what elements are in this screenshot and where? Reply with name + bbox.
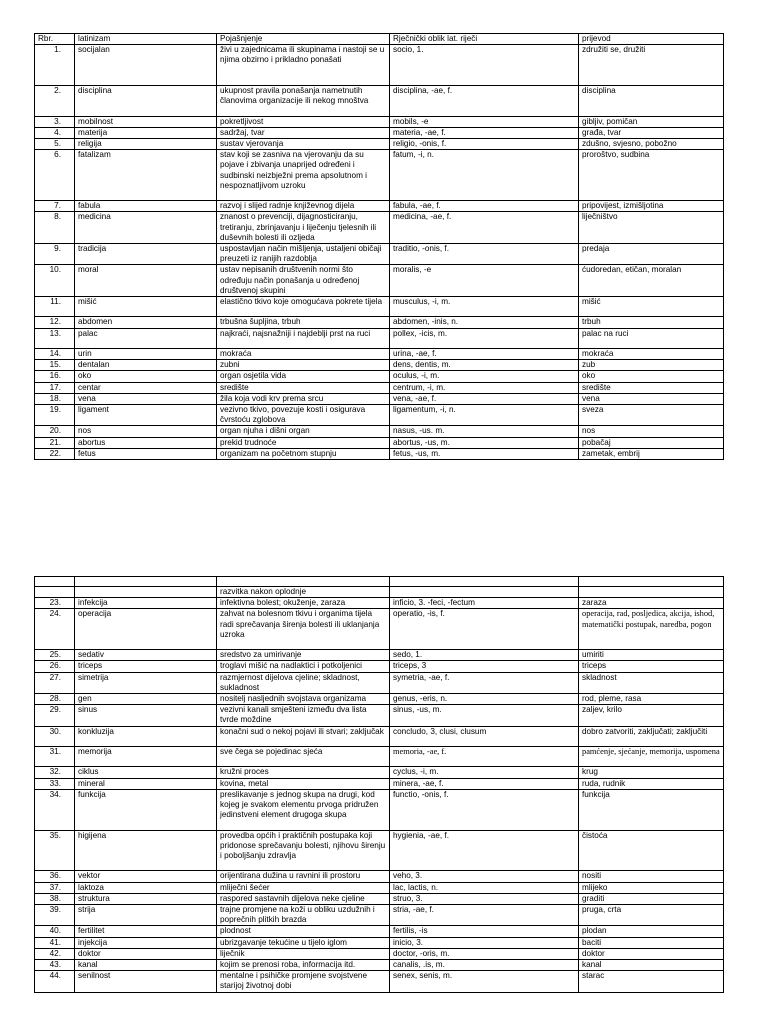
table-row — [35, 609, 724, 650]
row-number: 22. — [35, 448, 75, 459]
header-latinizam: latinizam — [75, 34, 217, 45]
dictionary-form-cell: medicina, -ae, f. — [390, 212, 579, 244]
table-row — [35, 371, 724, 382]
explanation-cell: sve čega se pojedinac sjeća — [217, 747, 390, 767]
dictionary-form-cell: fatum, -i, n. — [390, 150, 579, 201]
explanation-cell: prekid trudnoće — [217, 437, 390, 448]
latinism-cell: infekcija — [75, 598, 217, 609]
latinism-cell: socijalan — [75, 45, 217, 86]
table-row — [35, 297, 724, 317]
explanation-cell: orijentirana dužina u ravnini ili prostoru — [217, 871, 390, 882]
latinism-cell: memorija — [75, 747, 217, 767]
latinism-cell: operacija — [75, 609, 217, 650]
translation-cell: disciplina — [579, 86, 724, 117]
row-number: 20. — [35, 426, 75, 437]
row-number: 23. — [35, 598, 75, 609]
dictionary-form-cell: triceps, 3 — [390, 661, 579, 672]
latinism-cell: strija — [75, 905, 217, 926]
header-pojasnjenje: Pojašnjenje — [217, 34, 390, 45]
dictionary-form-cell: operatio, -is, f. — [390, 609, 579, 650]
row-number: 6. — [35, 150, 75, 201]
dictionary-form-cell: abdomen, -inis, n. — [390, 317, 579, 328]
dictionary-form-cell: cyclus, -i, m. — [390, 767, 579, 778]
table-row — [35, 971, 724, 992]
explanation-cell: razmjernost dijelova cjeline; skladnost, sukladnost — [217, 672, 390, 693]
table-row — [35, 212, 724, 244]
table-row — [35, 650, 724, 661]
latinism-cell: disciplina — [75, 86, 217, 117]
table-row — [35, 948, 724, 959]
translation-cell: liječništvo — [579, 212, 724, 244]
table-row — [35, 830, 724, 871]
latinism-cell: religija — [75, 139, 217, 150]
table-row — [35, 778, 724, 789]
translation-cell: plodan — [579, 926, 724, 937]
table-blank-header-row — [35, 577, 724, 587]
row-number: 37. — [35, 882, 75, 893]
row-number: 11. — [35, 297, 75, 317]
latinism-cell: tradicija — [75, 244, 217, 265]
row-number: 39. — [35, 905, 75, 926]
dictionary-form-cell: urina, -ae, f. — [390, 349, 579, 360]
dictionary-form-cell: religio, -onis, f. — [390, 139, 579, 150]
translation-cell: zametak, embrij — [579, 448, 724, 459]
latinism-cell: laktoza — [75, 882, 217, 893]
explanation-cell: stav koji se zasniva na vjerovanju da su pojave i zbivanja unaprijed određeni i sudbinski neizbježni prema apsolutnom i nespoznatljivom uzroku — [217, 150, 390, 201]
translation-cell: starac — [579, 971, 724, 992]
explanation-cell: elastično tkivo koje omogućava pokrete tijela — [217, 297, 390, 317]
dictionary-form-cell: centrum, -i, m. — [390, 382, 579, 393]
explanation-cell: kovina, metal — [217, 778, 390, 789]
latinism-cell: mobilnost — [75, 116, 217, 127]
translation-cell: zub — [579, 360, 724, 371]
explanation-cell: kružni proces — [217, 767, 390, 778]
row-number: 36. — [35, 871, 75, 882]
row-number: 35. — [35, 830, 75, 871]
explanation-cell: trbušna šupljina, trbuh — [217, 317, 390, 328]
table-row — [35, 789, 724, 830]
latinism-cell: injekcija — [75, 937, 217, 948]
header-prijevod: prijevod — [579, 34, 724, 45]
dictionary-form-cell: doctor, -oris, m. — [390, 948, 579, 959]
latinism-cell: nos — [75, 426, 217, 437]
latinism-cell: ligament — [75, 405, 217, 426]
explanation-cell: raspored sastavnih dijelova neke cjeline — [217, 893, 390, 904]
explanation-cell: nositelj nasljednih svojstava organizama — [217, 694, 390, 705]
row-number: 28. — [35, 694, 75, 705]
table-row — [35, 767, 724, 778]
explanation-cell: ubrizgavanje tekućine u tijelo iglom — [217, 937, 390, 948]
table-row — [35, 598, 724, 609]
explanation-cell: središte — [217, 382, 390, 393]
dictionary-form-cell: mobils, -e — [390, 116, 579, 127]
translation-cell: oko — [579, 371, 724, 382]
table-row — [35, 317, 724, 328]
translation-cell: nositi — [579, 871, 724, 882]
row-number: 31. — [35, 747, 75, 767]
vocabulary-table-2 — [34, 576, 724, 993]
dictionary-form-cell: veho, 3. — [390, 871, 579, 882]
dictionary-form-cell: socio, 1. — [390, 45, 579, 86]
table-row — [35, 139, 724, 150]
row-number: 21. — [35, 437, 75, 448]
translation-cell: ruda, rudnik — [579, 778, 724, 789]
table-row — [35, 265, 724, 297]
row-number: 29. — [35, 705, 75, 726]
explanation-cell: mliječni šećer — [217, 882, 390, 893]
dictionary-form-cell: inicio, 3. — [390, 937, 579, 948]
explanation-cell: razvoj i slijed radnje književnog dijela — [217, 201, 390, 212]
row-number: 33. — [35, 778, 75, 789]
translation-cell: zdušno, svjesno, pobožno — [579, 139, 724, 150]
explanation-cell: zubni — [217, 360, 390, 371]
dictionary-form-cell: sinus, -us, m. — [390, 705, 579, 726]
header-rbr: Rbr. — [35, 34, 75, 45]
explanation-cell: kojim se prenosi roba, informacija itd. — [217, 960, 390, 971]
dictionary-form-cell: concludo, 3, clusi, clusum — [390, 726, 579, 746]
row-number: 24. — [35, 609, 75, 650]
explanation-cell: plodnost — [217, 926, 390, 937]
explanation-cell: konačni sud o nekoj pojavi ili stvari; zaključak — [217, 726, 390, 746]
latinism-cell: abdomen — [75, 317, 217, 328]
translation-cell: združiti se, družiti — [579, 45, 724, 86]
table-row — [35, 349, 724, 360]
dictionary-form-cell: sedo, 1. — [390, 650, 579, 661]
latinism-cell: dentalan — [75, 360, 217, 371]
translation-cell: kanal — [579, 960, 724, 971]
row-number: 13. — [35, 328, 75, 348]
translation-cell: zaraza — [579, 598, 724, 609]
row-number: 14. — [35, 349, 75, 360]
table-row — [35, 448, 724, 459]
translation-cell: umiriti — [579, 650, 724, 661]
translation-cell: graditi — [579, 893, 724, 904]
translation-cell: doktor — [579, 948, 724, 959]
latinism-cell: urin — [75, 349, 217, 360]
explanation-cell: uspostavljan način mišljenja, ustaljeni običaji preuzeti iz ranijih razdoblja — [217, 244, 390, 265]
table-row — [35, 882, 724, 893]
row-number: 17. — [35, 382, 75, 393]
dictionary-form-cell: inficio, 3. -feci, -fectum — [390, 598, 579, 609]
translation-cell: zaljev, krilo — [579, 705, 724, 726]
dictionary-form-cell: musculus, -i, m. — [390, 297, 579, 317]
dictionary-form-cell: oculus, -i, m. — [390, 371, 579, 382]
explanation-cell: mokraća — [217, 349, 390, 360]
latinism-cell — [75, 587, 217, 598]
explanation-cell: žila koja vodi krv prema srcu — [217, 393, 390, 404]
translation-cell — [579, 587, 724, 598]
explanation-cell: organ osjetila vida — [217, 371, 390, 382]
explanation-cell: troglavi mišić na nadlaktici i potkoljenici — [217, 661, 390, 672]
table-row — [35, 905, 724, 926]
explanation-cell: preslikavanje s jednog skupa na drugi, kod kojeg je svakom elementu prvoga pridružen jedinstveni element drugoga skupa — [217, 789, 390, 830]
dictionary-form-cell: lac, lactis, n. — [390, 882, 579, 893]
dictionary-form-cell: stria, -ae, f. — [390, 905, 579, 926]
explanation-cell: provedba općih i praktičnih postupaka koji pridonose sprečavanju bolesti, njihovu širenju i poboljšanju zdravlja — [217, 830, 390, 871]
table-row — [35, 244, 724, 265]
latinism-cell: fertilitet — [75, 926, 217, 937]
explanation-cell: zahvat na bolesnom tkivu i organima tijela radi sprečavanja širenja bolesti ili uklanjanja uzroka — [217, 609, 390, 650]
row-number: 42. — [35, 948, 75, 959]
dictionary-form-cell: ligamentum, -i, n. — [390, 405, 579, 426]
table-row — [35, 201, 724, 212]
table-row — [35, 937, 724, 948]
latinism-cell: fatalizam — [75, 150, 217, 201]
row-number: 7. — [35, 201, 75, 212]
explanation-cell: infektivna bolest; okuženje, zaraza — [217, 598, 390, 609]
row-number: 44. — [35, 971, 75, 992]
table-row — [35, 328, 724, 348]
latinism-cell: triceps — [75, 661, 217, 672]
explanation-cell: trajne promjene na koži u obliku uzdužnih i poprečnih plitkih brazda — [217, 905, 390, 926]
translation-cell: rod, pleme, rasa — [579, 694, 724, 705]
table-row — [35, 893, 724, 904]
table-row — [35, 116, 724, 127]
row-number: 27. — [35, 672, 75, 693]
explanation-cell: razvitka nakon oplodnje — [217, 587, 390, 598]
latinism-cell: palac — [75, 328, 217, 348]
table-cell — [390, 577, 579, 587]
latinism-cell: gen — [75, 694, 217, 705]
explanation-cell: sredstvo za umirivanje — [217, 650, 390, 661]
row-number: 4. — [35, 127, 75, 138]
dictionary-form-cell: minera, -ae, f. — [390, 778, 579, 789]
row-number: 16. — [35, 371, 75, 382]
latinism-cell: vektor — [75, 871, 217, 882]
dictionary-form-cell: abortus, -us, m. — [390, 437, 579, 448]
translation-cell: krug — [579, 767, 724, 778]
table-row — [35, 926, 724, 937]
dictionary-form-cell: fertilis, -is — [390, 926, 579, 937]
dictionary-form-cell: vena, -ae, f. — [390, 393, 579, 404]
row-number: 8. — [35, 212, 75, 244]
table-row — [35, 393, 724, 404]
translation-cell: funkcija — [579, 789, 724, 830]
latinism-cell: doktor — [75, 948, 217, 959]
explanation-cell: sustav vjerovanja — [217, 139, 390, 150]
translation-cell: dobro zatvoriti, zaključati; zaključiti — [579, 726, 724, 746]
explanation-cell: mentalne i psihičke promjene svojstvene starijoj životnoj dobi — [217, 971, 390, 992]
table-row — [35, 382, 724, 393]
translation-cell: mlijeko — [579, 882, 724, 893]
table-row — [35, 726, 724, 746]
table-row — [35, 694, 724, 705]
table-row — [35, 360, 724, 371]
latinism-cell: mineral — [75, 778, 217, 789]
dictionary-form-cell: genus, -eris, n. — [390, 694, 579, 705]
table-row — [35, 672, 724, 693]
translation-cell: nos — [579, 426, 724, 437]
row-number: 18. — [35, 393, 75, 404]
translation-cell: baciti — [579, 937, 724, 948]
explanation-cell: vezivno tkivo, povezuje kosti i osigurava čvrstoću zglobova — [217, 405, 390, 426]
dictionary-form-cell: memoria, -ae, f. — [390, 747, 579, 767]
dictionary-form-cell: pollex, -icis, m. — [390, 328, 579, 348]
dictionary-form-cell: disciplina, -ae, f. — [390, 86, 579, 117]
row-number: 2. — [35, 86, 75, 117]
dictionary-form-cell: hygienia, -ae, f. — [390, 830, 579, 871]
translation-cell: palac na ruci — [579, 328, 724, 348]
translation-cell: građa, tvar — [579, 127, 724, 138]
latinism-cell: moral — [75, 265, 217, 297]
row-number: 30. — [35, 726, 75, 746]
table-row — [35, 705, 724, 726]
table-header-row — [35, 34, 724, 45]
translation-cell: vena — [579, 393, 724, 404]
latinism-cell: medicina — [75, 212, 217, 244]
row-number: 15. — [35, 360, 75, 371]
row-number: 34. — [35, 789, 75, 830]
dictionary-form-cell: dens, dentis, m. — [390, 360, 579, 371]
row-number — [35, 587, 75, 598]
translation-cell: pamćenje, sjećanje, memorija, uspomena — [579, 747, 724, 767]
latinism-cell: fetus — [75, 448, 217, 459]
latinism-cell: funkcija — [75, 789, 217, 830]
dictionary-form-cell: traditio, -onis, f. — [390, 244, 579, 265]
dictionary-form-cell: fetus, -us, m. — [390, 448, 579, 459]
table-cell — [579, 577, 724, 587]
dictionary-form-cell: senex, senis, m. — [390, 971, 579, 992]
translation-cell: trbuh — [579, 317, 724, 328]
explanation-cell: pokretljivost — [217, 116, 390, 127]
dictionary-form-cell: fabula, -ae, f. — [390, 201, 579, 212]
translation-cell: operacija, rad, posljedica, akcija, ishod, matematički postupak, naredba, pogon — [579, 609, 724, 650]
row-number: 3. — [35, 116, 75, 127]
latinism-cell: simetrija — [75, 672, 217, 693]
table-row — [35, 960, 724, 971]
translation-cell: mišić — [579, 297, 724, 317]
table-row — [35, 871, 724, 882]
dictionary-form-cell: canalis, .is, m. — [390, 960, 579, 971]
table-row — [35, 45, 724, 86]
row-number: 1. — [35, 45, 75, 86]
table-row — [35, 426, 724, 437]
translation-cell: čistoća — [579, 830, 724, 871]
explanation-cell: organizam na početnom stupnju — [217, 448, 390, 459]
explanation-cell: živi u zajednicama ili skupinama i nastoji se u njima obzirno i prikladno ponašati — [217, 45, 390, 86]
latinism-cell: kanal — [75, 960, 217, 971]
translation-cell: ćudoredan, etičan, moralan — [579, 265, 724, 297]
row-number: 26. — [35, 661, 75, 672]
latinism-cell: vena — [75, 393, 217, 404]
translation-cell: predaja — [579, 244, 724, 265]
translation-cell: mokraća — [579, 349, 724, 360]
translation-cell: proroštvo, sudbina — [579, 150, 724, 201]
dictionary-form-cell: moralis, -e — [390, 265, 579, 297]
dictionary-form-cell: struo, 3. — [390, 893, 579, 904]
header-oblik: Rječnički oblik lat. riječi — [390, 34, 579, 45]
latinism-cell: mišić — [75, 297, 217, 317]
latinism-cell: centar — [75, 382, 217, 393]
table-row — [35, 127, 724, 138]
latinism-cell: higijena — [75, 830, 217, 871]
latinism-cell: ciklus — [75, 767, 217, 778]
translation-cell: skladnost — [579, 672, 724, 693]
table-row — [35, 661, 724, 672]
translation-cell: gibljiv, pomičan — [579, 116, 724, 127]
latinism-cell: fabula — [75, 201, 217, 212]
translation-cell: pobačaj — [579, 437, 724, 448]
table-cell — [75, 577, 217, 587]
row-number: 38. — [35, 893, 75, 904]
latinism-cell: sinus — [75, 705, 217, 726]
row-number: 41. — [35, 937, 75, 948]
table-cell — [217, 577, 390, 587]
row-number: 9. — [35, 244, 75, 265]
dictionary-form-cell: nasus, -us. m. — [390, 426, 579, 437]
row-number: 19. — [35, 405, 75, 426]
explanation-cell: znanost o prevenciji, dijagnosticiranju, tretiranju, zbrinjavanju i liječenju tjelesnih ili duševnih bolesti ili ozljeda — [217, 212, 390, 244]
table-row — [35, 437, 724, 448]
table-row — [35, 150, 724, 201]
latinism-cell: oko — [75, 371, 217, 382]
table-row — [35, 747, 724, 767]
explanation-cell: ustav nepisanih društvenih normi što određuju način ponašanja u određenoj društvenoj skupini — [217, 265, 390, 297]
table-row — [35, 587, 724, 598]
translation-cell: pruga, crta — [579, 905, 724, 926]
vocabulary-table-1 — [34, 33, 724, 460]
explanation-cell: organ njuha i dišni organ — [217, 426, 390, 437]
latinism-cell: senilnost — [75, 971, 217, 992]
explanation-cell: liječnik — [217, 948, 390, 959]
row-number: 5. — [35, 139, 75, 150]
dictionary-form-cell: materia, -ae, f. — [390, 127, 579, 138]
latinism-cell: struktura — [75, 893, 217, 904]
row-number: 32. — [35, 767, 75, 778]
latinism-cell: materija — [75, 127, 217, 138]
table-row — [35, 405, 724, 426]
row-number: 40. — [35, 926, 75, 937]
explanation-cell: ukupnost pravila ponašanja nametnutih članovima organizacije ili nekog mnoštva — [217, 86, 390, 117]
explanation-cell: sadržaj, tvar — [217, 127, 390, 138]
row-number: 25. — [35, 650, 75, 661]
explanation-cell: vezivni kanali smješteni između dva lista tvrde moždine — [217, 705, 390, 726]
translation-cell: sveza — [579, 405, 724, 426]
latinism-cell: abortus — [75, 437, 217, 448]
translation-cell: središte — [579, 382, 724, 393]
latinism-cell: konkluzija — [75, 726, 217, 746]
row-number: 10. — [35, 265, 75, 297]
row-number: 12. — [35, 317, 75, 328]
translation-cell: pripovijest, izmišljotina — [579, 201, 724, 212]
dictionary-form-cell: functio, -onis, f. — [390, 789, 579, 830]
table-row — [35, 86, 724, 117]
dictionary-form-cell — [390, 587, 579, 598]
table-cell — [35, 577, 75, 587]
explanation-cell: najkraći, najsnažniji i najdeblji prst na ruci — [217, 328, 390, 348]
latinism-cell: sedativ — [75, 650, 217, 661]
translation-cell: triceps — [579, 661, 724, 672]
dictionary-form-cell: symetria, -ae, f. — [390, 672, 579, 693]
row-number: 43. — [35, 960, 75, 971]
